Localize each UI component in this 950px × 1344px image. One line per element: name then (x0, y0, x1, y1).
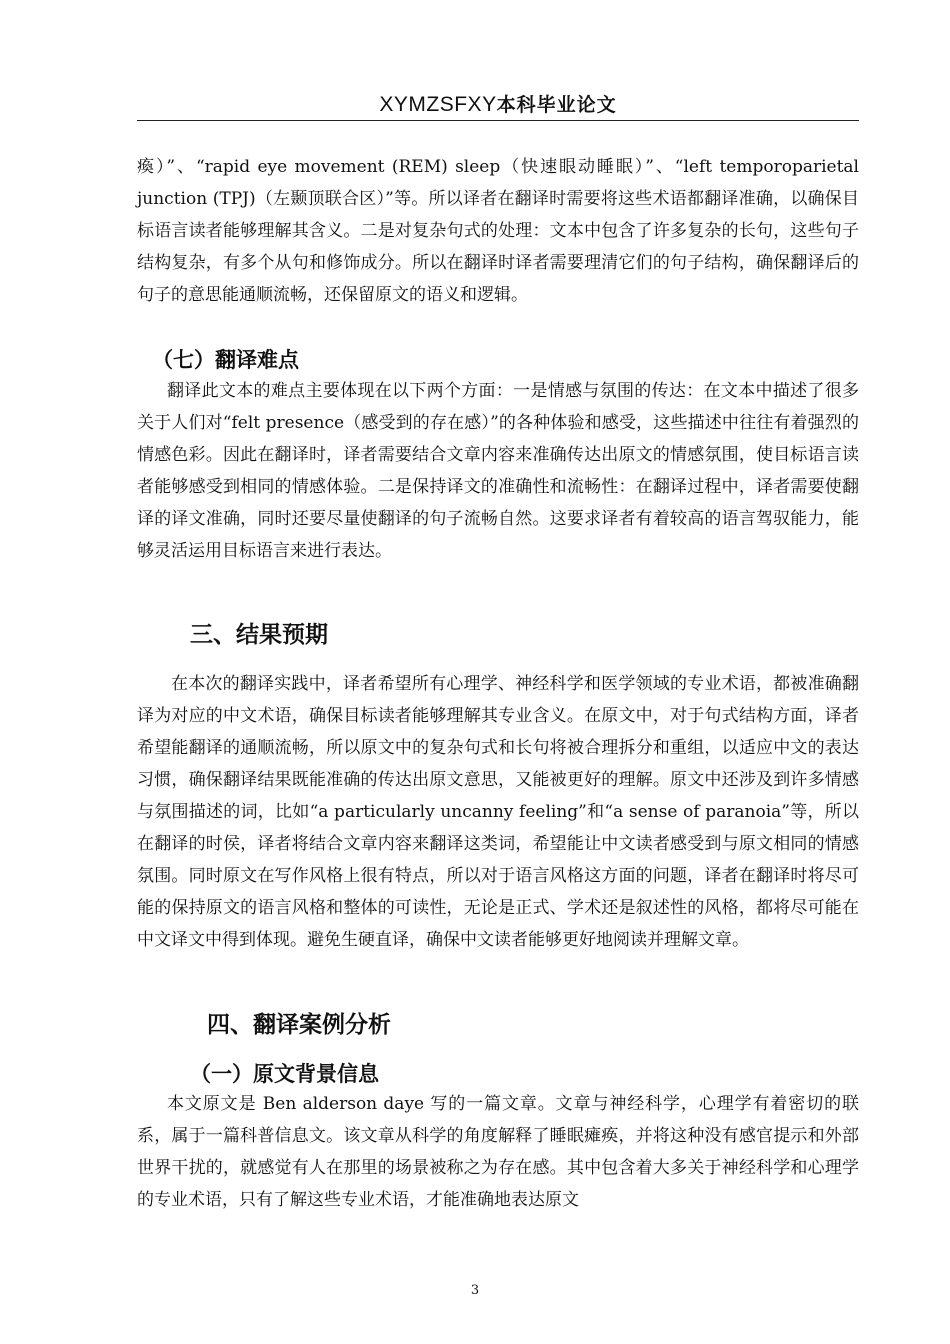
page-header (137, 90, 859, 121)
paragraph-expected-results: 在本次的翻译实践中，译者希望所有心理学、神经科学和医学领域的专业术语，都被准确翻译为对应的中文术语，确保目标读者能够理解其专业含义。在原文中，对于句式结构方面，译者希望能翻译的通顺流畅，所以原文中的复杂句式和长句将被合理拆分和重组，以适应中文的表达习惯，确保翻译结果既能准确的传达出原文意思，又能被更好的理解。原文中还涉及到许多情感与氛围描述的词，比如“a particularly uncanny feeling”和“a sense of paranoia”等，所以在翻译的时侯，译者将结合文章内容来翻译这类词，希望能让中文读者感受到与原文相同的情感氛围。同时原文在写作风格上很有特点，所以对于语言风格这方面的问题，译者在翻译时将尽可能的保持原文的语言风格和整体的可读性，无论是正式、学术还是叙述性的风格，都将尽可能在中文译文中得到体现。避免生硬直译，确保中文读者能够更好地阅读并理解文章。 (137, 674, 859, 950)
heading-translation-difficulties: （七）翻译难点 (152, 348, 299, 372)
paragraph-source-background: 本文原文是 Ben alderson daye 写的一篇文章。文章与神经科学，心理学有着密切的联系，属于一篇科普信息文。该文章从科学的角度解释了睡眠瘫痪，并将这种没有感官提示和外部世界干扰的，就感觉有人在那里的场景被称之为存在感。其中包含着大多关于神经科学和心理学的专业术语，只有了解这些专业术语，才能准确地表达原文 (137, 1094, 859, 1210)
page-number: 3 (470, 1283, 480, 1298)
paragraph-difficulties: 翻译此文本的难点主要体现在以下两个方面：一是情感与氛围的传达：在文本中描述了很多关于人们对“felt presence（感受到的存在感）”的各种体验和感受，这些描述中往往有着强烈的情感色彩。因此在翻译时，译者需要结合文章内容来准确传达出原文的情感氛围，使目标语言读者能够感受到相同的情感体验。二是保持译文的准确性和流畅性：在翻译过程中，译者需要使翻译的译文准确，同时还要尽量使翻译的句子流畅自然。这要求译者有着较高的语言驾驭能力，能够灵活运用目标语言来进行表达。 (137, 381, 859, 561)
heading-expected-results: 三、结果预期 (190, 622, 328, 648)
header-code: XYMZSFXY (379, 93, 497, 116)
header-title: 本科毕业论文 (496, 94, 617, 116)
heading-case-analysis: 四、翻译案例分析 (207, 1012, 391, 1038)
heading-source-background: （一）原文背景信息 (190, 1062, 379, 1086)
paragraph-terminology: 瘓）”、“rapid eye movement (REM) sleep（快速眼动睡眠）”、“left temporoparietal junction (TPJ)（左颞顶联合区）”等。所以译者在翻译时需要将这些术语都翻译准确，以确保目标语言读者能够理解其含义。二是对复杂句式的处理：文本中包含了许多复杂的长句，这些句子结构复杂，有多个从句和修饰成分。所以在翻译时译者需要理清它们的句子结构，确保翻译后的句子的意思能通顺流畅，还保留原文的语义和逻辑。 (137, 157, 859, 305)
